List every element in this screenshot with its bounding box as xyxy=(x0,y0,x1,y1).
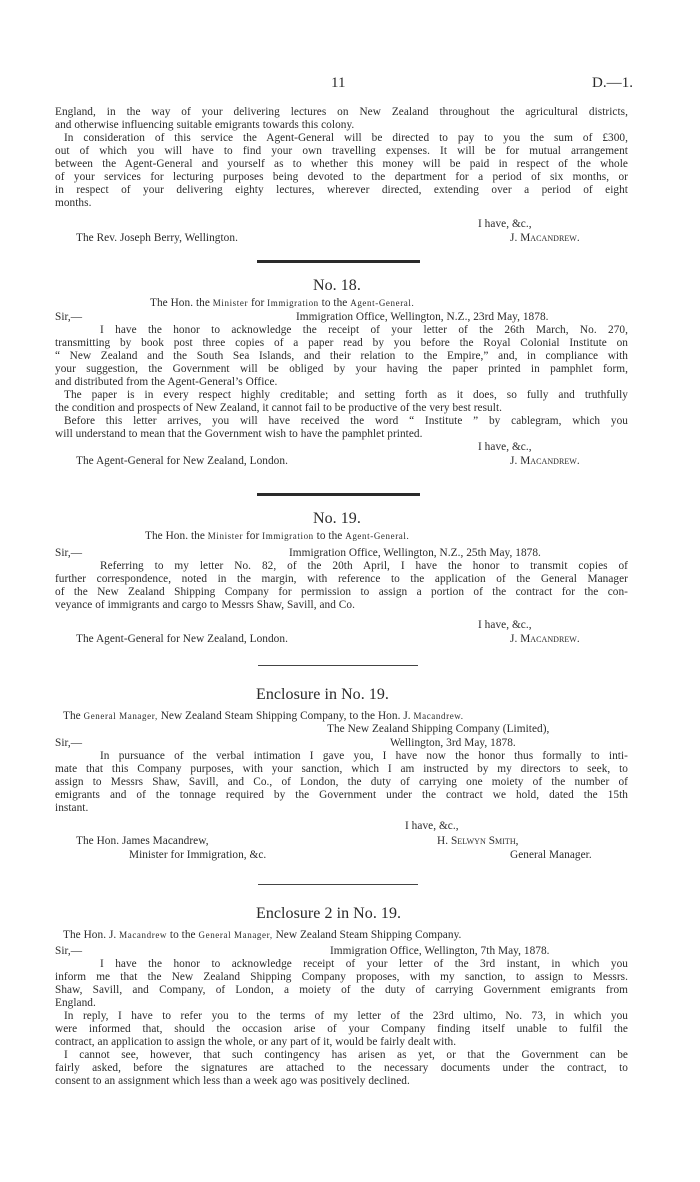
closing: I have, &c., xyxy=(478,218,532,230)
section-divider xyxy=(257,493,420,496)
signature-title: General Manager. xyxy=(510,849,592,861)
signature: H. Selwyn Smith, xyxy=(437,835,519,847)
place-date: Immigration Office, Wellington, N.Z., 25th May, 1878. xyxy=(289,547,541,559)
letter-title: No. 19. xyxy=(313,510,361,527)
body-line: your suggestion, the Government will be obliged by your having the paper printed in pamphlet form, xyxy=(55,363,628,375)
body-line: England. xyxy=(55,997,96,1009)
body-line: assign to Messrs Shaw, Savill, and Co., of London, the duty of carrying one moiety of the number of xyxy=(55,776,628,788)
body-line: I have the honor to acknowledge receipt of your letter of the 3rd instant, in which you xyxy=(100,958,628,970)
company-name: The New Zealand Shipping Company (Limited), xyxy=(327,723,550,735)
body-line: In consideration of this service the Agent-General will be directed to pay to you the sum of £300, xyxy=(64,132,628,144)
enclosure-title: Enclosure 2 in No. 19. xyxy=(256,905,402,922)
letter-route: The Hon. J. Macandrew to the General Manager, New Zealand Steam Shipping Company. xyxy=(63,929,462,941)
body-line: in respect of your delivering eighty lectures, wherever directed, extending over a period of eight xyxy=(55,184,628,196)
letter-route: The Hon. the Minister for Immigration to the Agent-General. xyxy=(150,297,415,309)
place-date: Immigration Office, Wellington, N.Z., 23rd May, 1878. xyxy=(296,311,549,323)
enclosure-title: Enclosure in No. 19. xyxy=(256,686,389,703)
body-line: and distributed from the Agent-General’s Office. xyxy=(55,376,278,388)
addressee-title: Minister for Immigration, &c. xyxy=(129,849,267,861)
body-line: of the New Zealand Shipping Company for permission to assign a portion of the contract for the con- xyxy=(55,586,628,598)
body-line: In pursuance of the verbal intimation I gave you, I have now the honor thus formally to inti- xyxy=(100,750,628,762)
body-line: I cannot see, however, that such contingency has arisen as yet, or that the Government can be xyxy=(64,1049,628,1061)
salutation: Sir,— xyxy=(55,945,83,957)
body-line: Before this letter arrives, you will have received the word “ Institute ” by cablegram, which you xyxy=(64,415,628,427)
body-line: transmitting by book post three copies of a paper read by you before the Royal Colonial Institute on xyxy=(55,337,628,349)
body-line: the condition and prospects of New Zealand, it cannot fail to be productive of the very best result. xyxy=(55,402,503,414)
closing: I have, &c., xyxy=(478,441,532,453)
salutation: Sir,— xyxy=(55,311,83,323)
body-line: England, in the way of your delivering lectures on New Zealand throughout the agricultural districts, xyxy=(55,106,628,118)
signature: J. Macandrew. xyxy=(510,633,580,645)
body-line: were informed that, should the occasion arise of your Company finding itself unable to fulfil the xyxy=(55,1023,628,1035)
page-number: 11 xyxy=(331,75,346,91)
addressee: The Agent-General for New Zealand, London. xyxy=(76,455,288,467)
letter-route: The Hon. the Minister for Immigration to the Agent-General. xyxy=(145,530,410,542)
body-line: out of which you will have to find your own travelling expenses. It will be for mutual arrangement xyxy=(55,145,628,157)
section-divider xyxy=(258,665,418,666)
body-line: Shaw, Savill, and Company, of London, a moiety of the duty of carrying Government emigrants from xyxy=(55,984,628,996)
place-date: Wellington, 3rd May, 1878. xyxy=(390,737,516,749)
addressee: The Hon. James Macandrew, xyxy=(76,835,209,847)
body-line: In reply, I have to refer you to the terms of my letter of the 23rd ultimo, No. 73, in which you xyxy=(64,1010,628,1022)
body-line: between the Agent-General and yourself as to whether this money will be paid in respect of the whole xyxy=(55,158,628,170)
body-line: The paper is in every respect highly creditable; and setting forth as it does, so fully and truthfully xyxy=(64,389,628,401)
body-line: I have the honor to acknowledge the receipt of your letter of the 26th March, No. 270, xyxy=(100,324,628,336)
letter-route: The General Manager, New Zealand Steam Shipping Company, to the Hon. J. Macandrew. xyxy=(63,710,464,722)
document-reference: D.—1. xyxy=(592,75,634,91)
body-line: contract, an application to assign the whole, or any part of it, would be fairly dealt with. xyxy=(55,1036,457,1048)
body-line: months. xyxy=(55,197,92,209)
signature: J. Macandrew. xyxy=(510,455,580,467)
signature: J. Macandrew. xyxy=(510,232,580,244)
closing: I have, &c., xyxy=(405,820,459,832)
salutation: Sir,— xyxy=(55,737,83,749)
body-line: of your services for lecturing purposes being devoted to the department for a period of six months, or xyxy=(55,171,628,183)
body-line: “ New Zealand and the South Sea Islands, and their relation to the Empire,” and, in compliance with xyxy=(55,350,628,362)
addressee: The Rev. Joseph Berry, Wellington. xyxy=(76,232,238,244)
body-line: consent to an assignment which less than a week ago was positively declined. xyxy=(55,1075,410,1087)
body-line: instant. xyxy=(55,802,89,814)
body-line: emigrants and of the tonnage required by the Government under the contract we hold, dated the 15th xyxy=(55,789,628,801)
body-line: inform me that the New Zealand Shipping Company proposes, with my sanction, to assign to Messrs. xyxy=(55,971,628,983)
body-line: veyance of immigrants and cargo to Messrs Shaw, Savill, and Co. xyxy=(55,599,355,611)
body-line: will understand to mean that the Government wish to have the pamphlet printed. xyxy=(55,428,423,440)
section-divider xyxy=(257,260,420,263)
closing: I have, &c., xyxy=(478,619,532,631)
section-divider xyxy=(258,884,418,885)
body-line: and otherwise influencing suitable emigrants towards this colony. xyxy=(55,119,355,131)
body-line: Referring to my letter No. 82, of the 20th April, I have the honor to transmit copies of xyxy=(100,560,628,572)
body-line: fairly asked, before the signatures are attached to the necessary documents under the contract, to xyxy=(55,1062,628,1074)
body-line: further correspondence, noted in the margin, with reference to the application of the General Manager xyxy=(55,573,628,585)
salutation: Sir,— xyxy=(55,547,83,559)
letter-title: No. 18. xyxy=(313,277,361,294)
addressee: The Agent-General for New Zealand, London. xyxy=(76,633,288,645)
place-date: Immigration Office, Wellington, 7th May, 1878. xyxy=(330,945,550,957)
body-line: mate that this Company purposes, with your sanction, which I am instructed by my directors to seek, to xyxy=(55,763,628,775)
